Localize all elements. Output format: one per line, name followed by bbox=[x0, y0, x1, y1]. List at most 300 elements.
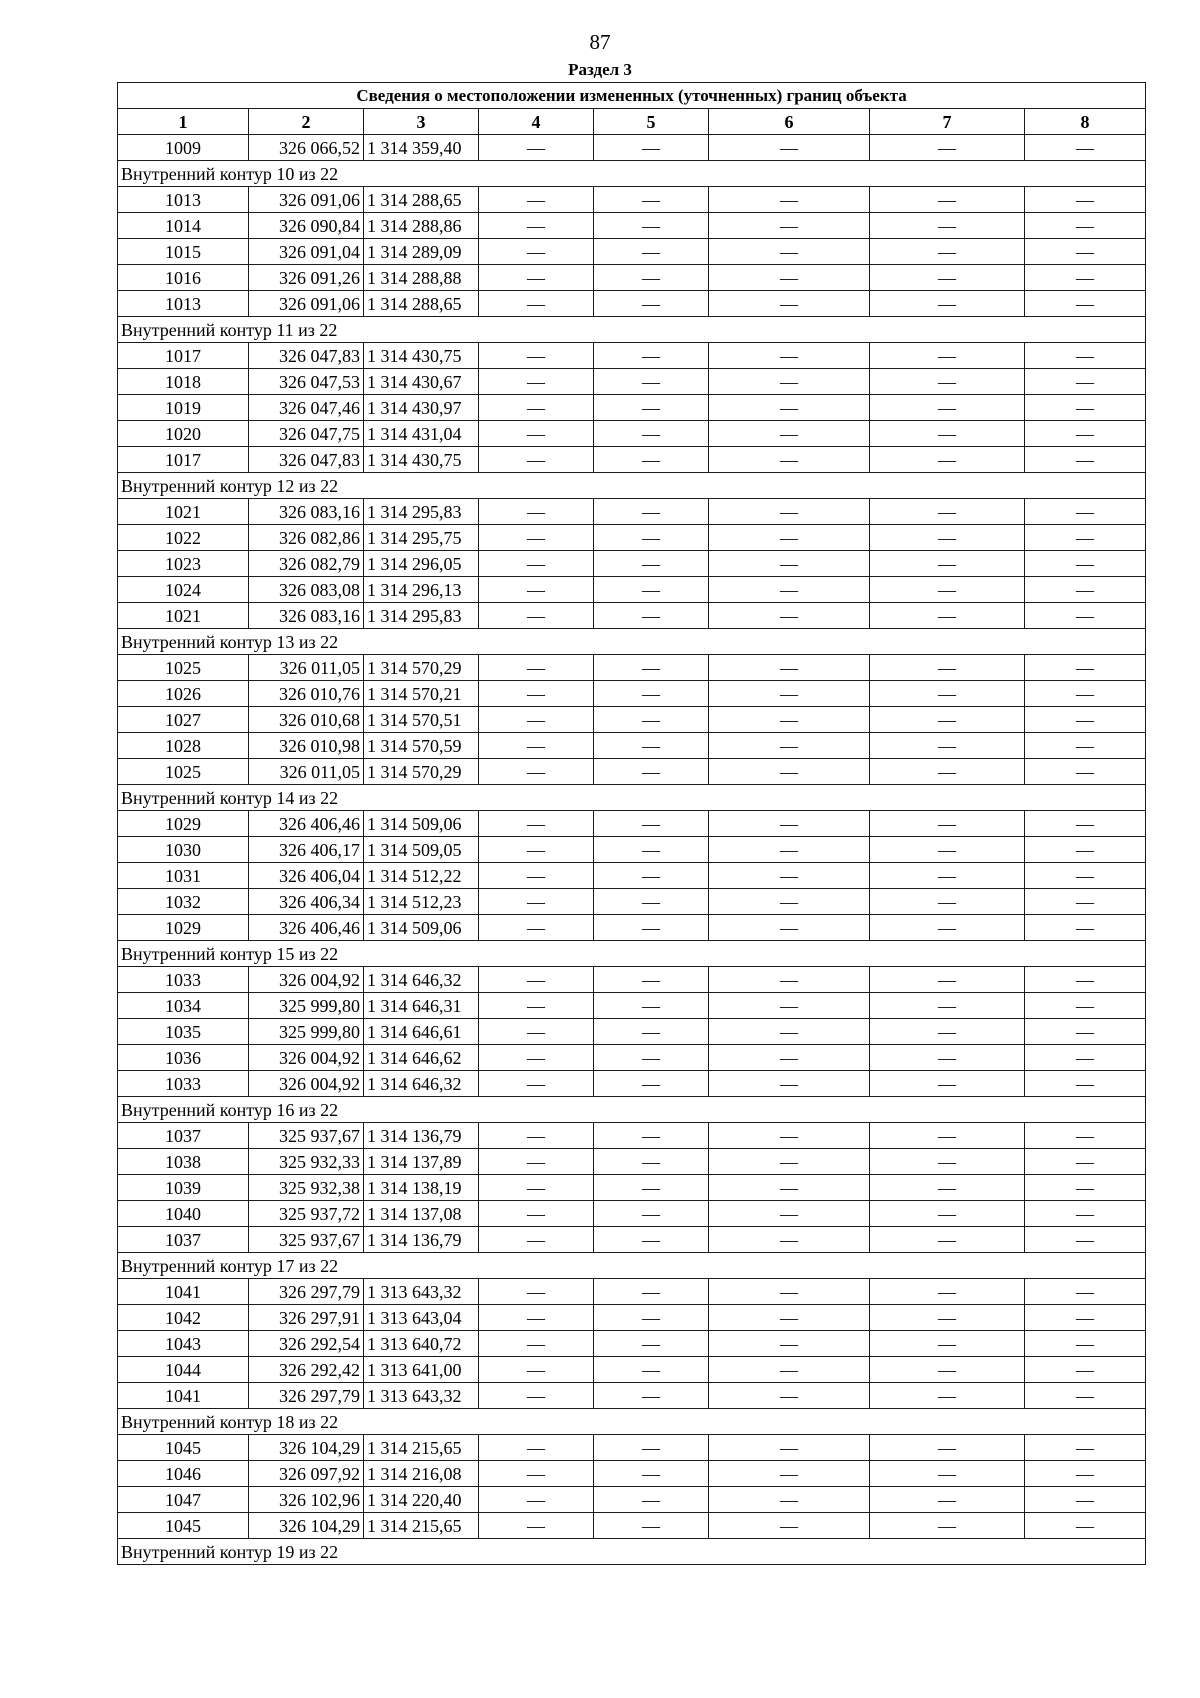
x-coordinate-cell: 325 937,67 bbox=[249, 1123, 364, 1149]
x-coordinate-cell: 326 083,16 bbox=[249, 603, 364, 629]
empty-value-cell: — bbox=[1025, 1383, 1146, 1409]
table-row bbox=[118, 1357, 1146, 1383]
empty-value-cell: — bbox=[594, 577, 709, 603]
point-number-cell: 1045 bbox=[118, 1435, 249, 1461]
table-row bbox=[118, 863, 1146, 889]
point-number-cell: 1032 bbox=[118, 889, 249, 915]
table-row bbox=[118, 733, 1146, 759]
column-header: 7 bbox=[870, 109, 1025, 135]
table-row bbox=[118, 291, 1146, 317]
empty-value-cell: — bbox=[479, 1279, 594, 1305]
empty-value-cell: — bbox=[479, 525, 594, 551]
empty-value-cell: — bbox=[709, 1279, 870, 1305]
empty-value-cell: — bbox=[870, 1019, 1025, 1045]
table-row bbox=[118, 135, 1146, 161]
empty-value-cell: — bbox=[1025, 369, 1146, 395]
x-coordinate-cell: 325 999,80 bbox=[249, 1019, 364, 1045]
empty-value-cell: — bbox=[1025, 1201, 1146, 1227]
empty-value-cell: — bbox=[709, 265, 870, 291]
empty-value-cell: — bbox=[479, 213, 594, 239]
empty-value-cell: — bbox=[594, 213, 709, 239]
empty-value-cell: — bbox=[870, 1201, 1025, 1227]
empty-value-cell: — bbox=[594, 135, 709, 161]
empty-value-cell: — bbox=[594, 525, 709, 551]
empty-value-cell: — bbox=[709, 1383, 870, 1409]
point-number-cell: 1021 bbox=[118, 603, 249, 629]
y-coordinate-cell: 1 314 295,83 bbox=[364, 603, 479, 629]
empty-value-cell: — bbox=[594, 1201, 709, 1227]
empty-value-cell: — bbox=[479, 265, 594, 291]
y-coordinate-cell: 1 314 215,65 bbox=[364, 1435, 479, 1461]
empty-value-cell: — bbox=[479, 1461, 594, 1487]
x-coordinate-cell: 326 091,06 bbox=[249, 291, 364, 317]
empty-value-cell: — bbox=[479, 993, 594, 1019]
contour-label: Внутренний контур 17 из 22 bbox=[118, 1253, 1146, 1279]
empty-value-cell: — bbox=[1025, 1487, 1146, 1513]
table-title-row bbox=[118, 83, 1146, 109]
contour-label: Внутренний контур 19 из 22 bbox=[118, 1539, 1146, 1565]
empty-value-cell: — bbox=[594, 889, 709, 915]
table-row bbox=[118, 265, 1146, 291]
point-number-cell: 1025 bbox=[118, 655, 249, 681]
empty-value-cell: — bbox=[1025, 421, 1146, 447]
page-number: 87 bbox=[589, 30, 611, 54]
table-row bbox=[118, 915, 1146, 941]
empty-value-cell: — bbox=[479, 603, 594, 629]
point-number-cell: 1019 bbox=[118, 395, 249, 421]
y-coordinate-cell: 1 314 430,75 bbox=[364, 343, 479, 369]
empty-value-cell: — bbox=[479, 1123, 594, 1149]
empty-value-cell: — bbox=[1025, 655, 1146, 681]
point-number-cell: 1047 bbox=[118, 1487, 249, 1513]
y-coordinate-cell: 1 314 216,08 bbox=[364, 1461, 479, 1487]
empty-value-cell: — bbox=[709, 551, 870, 577]
x-coordinate-cell: 326 004,92 bbox=[249, 1071, 364, 1097]
empty-value-cell: — bbox=[1025, 1331, 1146, 1357]
empty-value-cell: — bbox=[1025, 759, 1146, 785]
x-coordinate-cell: 326 004,92 bbox=[249, 967, 364, 993]
empty-value-cell: — bbox=[870, 837, 1025, 863]
x-coordinate-cell: 326 406,46 bbox=[249, 915, 364, 941]
empty-value-cell: — bbox=[594, 187, 709, 213]
empty-value-cell: — bbox=[479, 915, 594, 941]
y-coordinate-cell: 1 314 570,51 bbox=[364, 707, 479, 733]
empty-value-cell: — bbox=[594, 1461, 709, 1487]
table-row bbox=[118, 1227, 1146, 1253]
table-row bbox=[118, 369, 1146, 395]
table-row bbox=[118, 447, 1146, 473]
x-coordinate-cell: 326 047,83 bbox=[249, 447, 364, 473]
empty-value-cell: — bbox=[1025, 1513, 1146, 1539]
empty-value-cell: — bbox=[870, 343, 1025, 369]
empty-value-cell: — bbox=[870, 1357, 1025, 1383]
point-number-cell: 1025 bbox=[118, 759, 249, 785]
x-coordinate-cell: 326 104,29 bbox=[249, 1435, 364, 1461]
point-number-cell: 1022 bbox=[118, 525, 249, 551]
empty-value-cell: — bbox=[1025, 395, 1146, 421]
table-row bbox=[118, 239, 1146, 265]
x-coordinate-cell: 326 292,54 bbox=[249, 1331, 364, 1357]
y-coordinate-cell: 1 314 509,06 bbox=[364, 915, 479, 941]
empty-value-cell: — bbox=[594, 1071, 709, 1097]
empty-value-cell: — bbox=[594, 1149, 709, 1175]
column-header: 3 bbox=[364, 109, 479, 135]
empty-value-cell: — bbox=[709, 733, 870, 759]
empty-value-cell: — bbox=[709, 1175, 870, 1201]
empty-value-cell: — bbox=[870, 265, 1025, 291]
point-number-cell: 1037 bbox=[118, 1227, 249, 1253]
empty-value-cell: — bbox=[594, 863, 709, 889]
y-coordinate-cell: 1 314 296,05 bbox=[364, 551, 479, 577]
empty-value-cell: — bbox=[594, 421, 709, 447]
x-coordinate-cell: 326 047,46 bbox=[249, 395, 364, 421]
point-number-cell: 1031 bbox=[118, 863, 249, 889]
y-coordinate-cell: 1 313 643,32 bbox=[364, 1383, 479, 1409]
empty-value-cell: — bbox=[594, 551, 709, 577]
empty-value-cell: — bbox=[1025, 1019, 1146, 1045]
empty-value-cell: — bbox=[479, 655, 594, 681]
point-number-cell: 1042 bbox=[118, 1305, 249, 1331]
empty-value-cell: — bbox=[479, 1435, 594, 1461]
empty-value-cell: — bbox=[709, 1305, 870, 1331]
empty-value-cell: — bbox=[870, 135, 1025, 161]
empty-value-cell: — bbox=[479, 1487, 594, 1513]
empty-value-cell: — bbox=[594, 1279, 709, 1305]
empty-value-cell: — bbox=[709, 1071, 870, 1097]
empty-value-cell: — bbox=[1025, 1357, 1146, 1383]
y-coordinate-cell: 1 314 570,29 bbox=[364, 759, 479, 785]
x-coordinate-cell: 325 932,33 bbox=[249, 1149, 364, 1175]
y-coordinate-cell: 1 314 137,08 bbox=[364, 1201, 479, 1227]
y-coordinate-cell: 1 314 646,32 bbox=[364, 967, 479, 993]
y-coordinate-cell: 1 314 570,59 bbox=[364, 733, 479, 759]
contour-row bbox=[118, 1253, 1146, 1279]
empty-value-cell: — bbox=[1025, 551, 1146, 577]
contour-label: Внутренний контур 10 из 22 bbox=[118, 161, 1146, 187]
empty-value-cell: — bbox=[709, 291, 870, 317]
empty-value-cell: — bbox=[1025, 265, 1146, 291]
x-coordinate-cell: 326 004,92 bbox=[249, 1045, 364, 1071]
contour-row bbox=[118, 161, 1146, 187]
point-number-cell: 1009 bbox=[118, 135, 249, 161]
empty-value-cell: — bbox=[870, 1071, 1025, 1097]
empty-value-cell: — bbox=[1025, 1149, 1146, 1175]
empty-value-cell: — bbox=[709, 525, 870, 551]
empty-value-cell: — bbox=[709, 1435, 870, 1461]
empty-value-cell: — bbox=[870, 395, 1025, 421]
empty-value-cell: — bbox=[709, 135, 870, 161]
point-number-cell: 1035 bbox=[118, 1019, 249, 1045]
y-coordinate-cell: 1 314 136,79 bbox=[364, 1123, 479, 1149]
table-row bbox=[118, 655, 1146, 681]
empty-value-cell: — bbox=[870, 1331, 1025, 1357]
empty-value-cell: — bbox=[594, 343, 709, 369]
empty-value-cell: — bbox=[1025, 603, 1146, 629]
table-row bbox=[118, 759, 1146, 785]
x-coordinate-cell: 326 083,16 bbox=[249, 499, 364, 525]
empty-value-cell: — bbox=[594, 915, 709, 941]
empty-value-cell: — bbox=[709, 343, 870, 369]
empty-value-cell: — bbox=[594, 967, 709, 993]
empty-value-cell: — bbox=[479, 707, 594, 733]
empty-value-cell: — bbox=[870, 993, 1025, 1019]
empty-value-cell: — bbox=[1025, 1435, 1146, 1461]
empty-value-cell: — bbox=[870, 1123, 1025, 1149]
x-coordinate-cell: 326 091,06 bbox=[249, 187, 364, 213]
empty-value-cell: — bbox=[709, 915, 870, 941]
point-number-cell: 1041 bbox=[118, 1383, 249, 1409]
table-row bbox=[118, 577, 1146, 603]
point-number-cell: 1017 bbox=[118, 447, 249, 473]
contour-row bbox=[118, 1409, 1146, 1435]
table-row bbox=[118, 1279, 1146, 1305]
empty-value-cell: — bbox=[479, 395, 594, 421]
empty-value-cell: — bbox=[594, 1513, 709, 1539]
column-header: 6 bbox=[709, 109, 870, 135]
point-number-cell: 1013 bbox=[118, 291, 249, 317]
empty-value-cell: — bbox=[1025, 1227, 1146, 1253]
empty-value-cell: — bbox=[709, 993, 870, 1019]
empty-value-cell: — bbox=[870, 889, 1025, 915]
empty-value-cell: — bbox=[594, 291, 709, 317]
empty-value-cell: — bbox=[709, 655, 870, 681]
empty-value-cell: — bbox=[1025, 239, 1146, 265]
table-row bbox=[118, 811, 1146, 837]
empty-value-cell: — bbox=[870, 291, 1025, 317]
y-coordinate-cell: 1 314 430,75 bbox=[364, 447, 479, 473]
point-number-cell: 1037 bbox=[118, 1123, 249, 1149]
empty-value-cell: — bbox=[479, 759, 594, 785]
contour-label: Внутренний контур 12 из 22 bbox=[118, 473, 1146, 499]
empty-value-cell: — bbox=[870, 759, 1025, 785]
empty-value-cell: — bbox=[870, 213, 1025, 239]
x-coordinate-cell: 326 406,04 bbox=[249, 863, 364, 889]
empty-value-cell: — bbox=[594, 1383, 709, 1409]
point-number-cell: 1043 bbox=[118, 1331, 249, 1357]
table-row bbox=[118, 681, 1146, 707]
empty-value-cell: — bbox=[479, 239, 594, 265]
contour-label: Внутренний контур 14 из 22 bbox=[118, 785, 1146, 811]
empty-value-cell: — bbox=[870, 421, 1025, 447]
empty-value-cell: — bbox=[479, 811, 594, 837]
x-coordinate-cell: 326 406,46 bbox=[249, 811, 364, 837]
empty-value-cell: — bbox=[709, 1227, 870, 1253]
empty-value-cell: — bbox=[594, 759, 709, 785]
x-coordinate-cell: 326 082,86 bbox=[249, 525, 364, 551]
column-header: 1 bbox=[118, 109, 249, 135]
section-title: Раздел 3 bbox=[568, 60, 632, 79]
empty-value-cell: — bbox=[479, 1071, 594, 1097]
y-coordinate-cell: 1 314 570,29 bbox=[364, 655, 479, 681]
empty-value-cell: — bbox=[870, 369, 1025, 395]
table-row bbox=[118, 525, 1146, 551]
empty-value-cell: — bbox=[1025, 733, 1146, 759]
x-coordinate-cell: 326 406,17 bbox=[249, 837, 364, 863]
table-row bbox=[118, 1201, 1146, 1227]
table-row bbox=[118, 1019, 1146, 1045]
empty-value-cell: — bbox=[709, 369, 870, 395]
y-coordinate-cell: 1 314 509,05 bbox=[364, 837, 479, 863]
empty-value-cell: — bbox=[709, 707, 870, 733]
empty-value-cell: — bbox=[870, 1175, 1025, 1201]
table-row bbox=[118, 421, 1146, 447]
point-number-cell: 1015 bbox=[118, 239, 249, 265]
x-coordinate-cell: 326 091,26 bbox=[249, 265, 364, 291]
empty-value-cell: — bbox=[479, 1305, 594, 1331]
empty-value-cell: — bbox=[1025, 525, 1146, 551]
empty-value-cell: — bbox=[709, 837, 870, 863]
empty-value-cell: — bbox=[870, 1487, 1025, 1513]
empty-value-cell: — bbox=[594, 655, 709, 681]
point-number-cell: 1027 bbox=[118, 707, 249, 733]
table-row bbox=[118, 1123, 1146, 1149]
empty-value-cell: — bbox=[709, 1513, 870, 1539]
y-coordinate-cell: 1 314 137,89 bbox=[364, 1149, 479, 1175]
empty-value-cell: — bbox=[479, 1227, 594, 1253]
empty-value-cell: — bbox=[1025, 135, 1146, 161]
table-row bbox=[118, 1383, 1146, 1409]
empty-value-cell: — bbox=[709, 863, 870, 889]
y-coordinate-cell: 1 314 288,86 bbox=[364, 213, 479, 239]
y-coordinate-cell: 1 314 431,04 bbox=[364, 421, 479, 447]
empty-value-cell: — bbox=[594, 603, 709, 629]
empty-value-cell: — bbox=[479, 499, 594, 525]
x-coordinate-cell: 326 292,42 bbox=[249, 1357, 364, 1383]
empty-value-cell: — bbox=[479, 447, 594, 473]
empty-value-cell: — bbox=[594, 369, 709, 395]
point-number-cell: 1040 bbox=[118, 1201, 249, 1227]
empty-value-cell: — bbox=[709, 1019, 870, 1045]
empty-value-cell: — bbox=[1025, 681, 1146, 707]
empty-value-cell: — bbox=[709, 1123, 870, 1149]
empty-value-cell: — bbox=[870, 1149, 1025, 1175]
empty-value-cell: — bbox=[1025, 837, 1146, 863]
column-header: 2 bbox=[249, 109, 364, 135]
table-row bbox=[118, 213, 1146, 239]
empty-value-cell: — bbox=[479, 889, 594, 915]
empty-value-cell: — bbox=[870, 1279, 1025, 1305]
y-coordinate-cell: 1 314 646,61 bbox=[364, 1019, 479, 1045]
y-coordinate-cell: 1 314 295,75 bbox=[364, 525, 479, 551]
empty-value-cell: — bbox=[479, 1175, 594, 1201]
empty-value-cell: — bbox=[1025, 1071, 1146, 1097]
x-coordinate-cell: 326 091,04 bbox=[249, 239, 364, 265]
point-number-cell: 1017 bbox=[118, 343, 249, 369]
empty-value-cell: — bbox=[1025, 1461, 1146, 1487]
empty-value-cell: — bbox=[870, 655, 1025, 681]
empty-value-cell: — bbox=[870, 811, 1025, 837]
x-coordinate-cell: 326 010,98 bbox=[249, 733, 364, 759]
empty-value-cell: — bbox=[709, 1149, 870, 1175]
y-coordinate-cell: 1 314 646,32 bbox=[364, 1071, 479, 1097]
point-number-cell: 1038 bbox=[118, 1149, 249, 1175]
table-row bbox=[118, 1513, 1146, 1539]
empty-value-cell: — bbox=[479, 291, 594, 317]
table-row bbox=[118, 837, 1146, 863]
empty-value-cell: — bbox=[594, 1435, 709, 1461]
y-coordinate-cell: 1 314 295,83 bbox=[364, 499, 479, 525]
point-number-cell: 1023 bbox=[118, 551, 249, 577]
empty-value-cell: — bbox=[594, 837, 709, 863]
y-coordinate-cell: 1 314 220,40 bbox=[364, 1487, 479, 1513]
empty-value-cell: — bbox=[870, 447, 1025, 473]
empty-value-cell: — bbox=[594, 499, 709, 525]
empty-value-cell: — bbox=[709, 603, 870, 629]
contour-label: Внутренний контур 11 из 22 bbox=[118, 317, 1146, 343]
y-coordinate-cell: 1 314 288,65 bbox=[364, 291, 479, 317]
empty-value-cell: — bbox=[594, 1123, 709, 1149]
empty-value-cell: — bbox=[594, 447, 709, 473]
empty-value-cell: — bbox=[870, 499, 1025, 525]
table-row bbox=[118, 187, 1146, 213]
empty-value-cell: — bbox=[479, 551, 594, 577]
contour-label: Внутренний контур 15 из 22 bbox=[118, 941, 1146, 967]
x-coordinate-cell: 326 104,29 bbox=[249, 1513, 364, 1539]
table-row bbox=[118, 343, 1146, 369]
empty-value-cell: — bbox=[870, 681, 1025, 707]
empty-value-cell: — bbox=[1025, 889, 1146, 915]
y-coordinate-cell: 1 314 570,21 bbox=[364, 681, 479, 707]
column-header: 4 bbox=[479, 109, 594, 135]
empty-value-cell: — bbox=[479, 577, 594, 603]
x-coordinate-cell: 326 297,91 bbox=[249, 1305, 364, 1331]
x-coordinate-cell: 325 932,38 bbox=[249, 1175, 364, 1201]
point-number-cell: 1046 bbox=[118, 1461, 249, 1487]
empty-value-cell: — bbox=[479, 1357, 594, 1383]
column-header-row bbox=[118, 109, 1146, 135]
empty-value-cell: — bbox=[479, 1201, 594, 1227]
empty-value-cell: — bbox=[1025, 707, 1146, 733]
empty-value-cell: — bbox=[594, 1175, 709, 1201]
y-coordinate-cell: 1 314 509,06 bbox=[364, 811, 479, 837]
empty-value-cell: — bbox=[709, 1357, 870, 1383]
column-header: 8 bbox=[1025, 109, 1146, 135]
empty-value-cell: — bbox=[594, 1487, 709, 1513]
y-coordinate-cell: 1 314 646,62 bbox=[364, 1045, 479, 1071]
empty-value-cell: — bbox=[594, 1357, 709, 1383]
empty-value-cell: — bbox=[479, 837, 594, 863]
empty-value-cell: — bbox=[709, 187, 870, 213]
empty-value-cell: — bbox=[479, 369, 594, 395]
empty-value-cell: — bbox=[1025, 1175, 1146, 1201]
empty-value-cell: — bbox=[709, 421, 870, 447]
empty-value-cell: — bbox=[870, 915, 1025, 941]
empty-value-cell: — bbox=[1025, 1279, 1146, 1305]
y-coordinate-cell: 1 314 430,97 bbox=[364, 395, 479, 421]
empty-value-cell: — bbox=[479, 343, 594, 369]
table-row bbox=[118, 1435, 1146, 1461]
empty-value-cell: — bbox=[870, 577, 1025, 603]
x-coordinate-cell: 326 083,08 bbox=[249, 577, 364, 603]
empty-value-cell: — bbox=[709, 1201, 870, 1227]
table-row bbox=[118, 1071, 1146, 1097]
point-number-cell: 1034 bbox=[118, 993, 249, 1019]
empty-value-cell: — bbox=[479, 681, 594, 707]
table-body bbox=[118, 135, 1146, 1565]
empty-value-cell: — bbox=[709, 499, 870, 525]
empty-value-cell: — bbox=[870, 707, 1025, 733]
y-coordinate-cell: 1 314 288,65 bbox=[364, 187, 479, 213]
empty-value-cell: — bbox=[870, 187, 1025, 213]
point-number-cell: 1018 bbox=[118, 369, 249, 395]
x-coordinate-cell: 326 097,92 bbox=[249, 1461, 364, 1487]
empty-value-cell: — bbox=[709, 1045, 870, 1071]
empty-value-cell: — bbox=[870, 1383, 1025, 1409]
contour-row bbox=[118, 785, 1146, 811]
empty-value-cell: — bbox=[1025, 1123, 1146, 1149]
x-coordinate-cell: 326 297,79 bbox=[249, 1383, 364, 1409]
empty-value-cell: — bbox=[479, 863, 594, 889]
